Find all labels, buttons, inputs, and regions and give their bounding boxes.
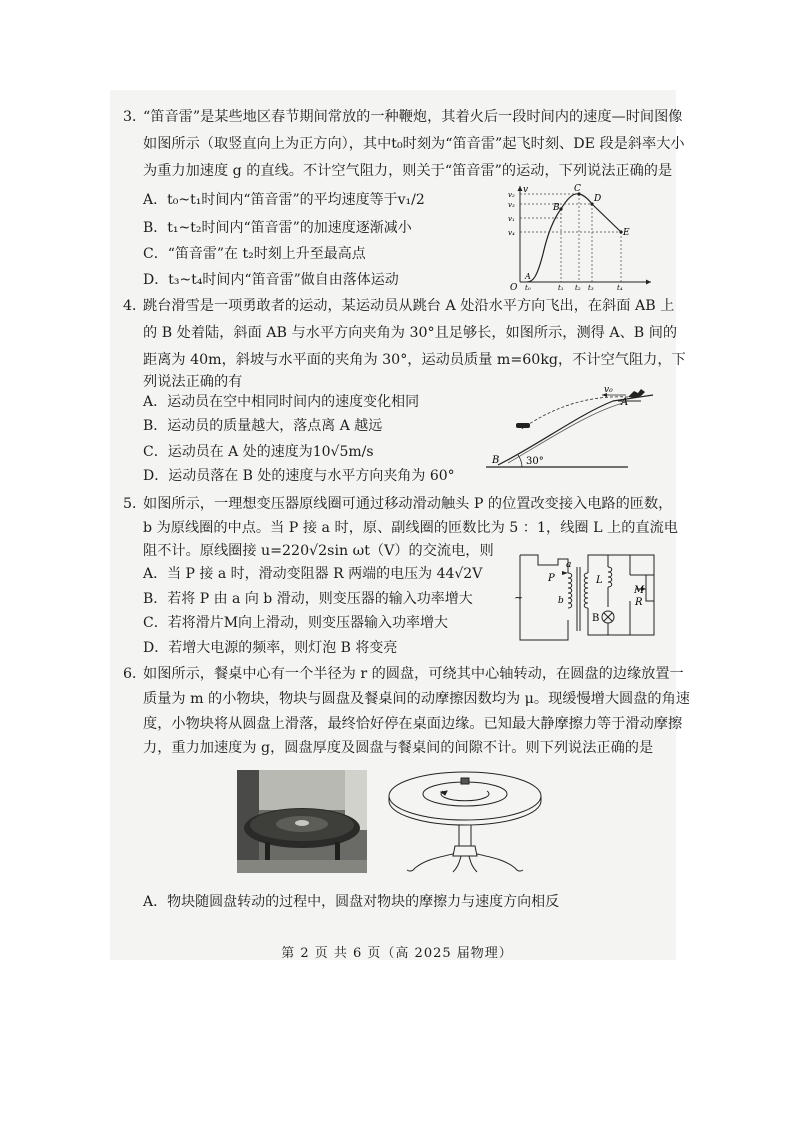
q4-number: 4． [123,298,147,314]
q4-ski-jump-figure [478,385,663,477]
q3-point-d: D [594,194,602,204]
q3-vt-graph [505,182,655,290]
q4-option-c[interactable]: C．运动员在 A 处的速度为10√5m/s [143,444,374,460]
q6-option-a[interactable]: A．物块随圆盘转动的过程中，圆盘对物块的摩擦力与速度方向相反 [143,894,560,910]
q4-angle-label: 30° [526,456,544,467]
q3-tick-t0: t₀ [525,284,531,290]
q6-line-2: 质量为 m 的小物块，物块与圆盘及餐桌间的动摩擦因数均为 μ。现缓慢增大圆盘的角速 [143,691,690,707]
q5-number: 5． [123,496,147,512]
q6-line-4: 力，重力加速度为 g，圆盘厚度及圆盘与餐桌间的间隙不计。则下列说法正确的是 [143,740,654,756]
q4-line-2: 的 B 处着陆，斜面 AB 与水平方向夹角为 30°且足够长，如图所示，测得 A、B 间的 [143,325,678,341]
q4-line-1: 4．跳台滑雪是一项勇敢者的运动，某运动员从跳台 A 处沿水平方向飞出，在斜面 AB 上 [123,295,674,317]
q3-line-1: 3．“笛音雷”是某些地区春节期间常放的一种鞭炮，其着火后一段时间内的速度—时间图像 [123,106,682,128]
q5-transformer-circuit [508,545,658,645]
q3-tick-t2: t₂ [575,284,581,290]
page-footer: 第 2 页 共 6 页（高 2025 届物理） [281,946,513,961]
q5-line-3: 阻不计。原线圈接 u=220√2sin ωt（V）的交流电，则 [143,543,494,559]
q3-point-e: E [623,228,630,238]
q5-label-m: M [634,585,645,596]
q3-option-c[interactable]: C．“笛音雷”在 t₂时刻上升至最高点 [143,246,366,262]
q4-option-b[interactable]: B．运动员的质量越大，落点离 A 越远 [143,418,383,434]
q3-tick-v1: v₁ [508,215,515,223]
q3-point-a: A [525,272,531,281]
q5-label-r: R [635,597,643,608]
q5-label-a: a [566,560,572,570]
q5-label-l: L [596,575,603,586]
q3-number: 3． [123,109,147,125]
q5-option-d[interactable]: D．若增大电源的频率，则灯泡 B 将变亮 [143,640,398,656]
q3-axis-v-label: v [523,185,529,195]
q4-option-d[interactable]: D．运动员落在 B 处的速度与水平方向夹角为 60° [143,468,455,484]
q3-option-b[interactable]: B．t₁~t₂时间内“笛音雷”的加速度逐渐减小 [143,220,412,236]
q4-option-a[interactable]: A．运动员在空中相同时间内的速度变化相同 [143,394,420,410]
q3-tick-t1: t₁ [558,284,564,290]
q4-point-b: B [492,455,500,466]
q6-line-1: 6．如图所示，餐桌中心有一个半径为 r 的圆盘，可绕其中心轴转动，在圆盘的边缘放置一 [123,663,684,685]
q3-line-2: 如图所示（取竖直向上为正方向），其中t₀时刻为“笛音雷”起飞时刻、DE 段是斜率大小 [143,136,685,152]
q5-option-a[interactable]: A．当 P 接 a 时，滑动变阻器 R 两端的电压为 44√2V [143,566,483,582]
q5-option-b[interactable]: B．若将 P 由 a 向 b 滑动，则变压器的输入功率增大 [143,591,473,607]
q3-tick-v2: v₂ [508,191,515,199]
q5-label-b: b [558,596,564,606]
q4-point-a: A [621,397,629,408]
q3-line-3: 为重力加速度 g 的直线。不计空气阻力，则关于“笛音雷”的运动，下列说法正确的是 [143,163,673,179]
q6-table-diagram [385,768,545,878]
q3-point-c: C [574,184,581,194]
q6-line-3: 度，小物块将从圆盘上滑落，最终恰好停在桌面边缘。已知最大静摩擦力等于滑动摩擦 [143,716,683,732]
q3-tick-t4: t₄ [617,284,623,290]
q5-option-c[interactable]: C．若将滑片M向上滑动，则变压器输入功率增大 [143,615,449,631]
q3-option-d[interactable]: D．t₃~t₄时间内“笛音雷”做自由落体运动 [143,272,399,288]
q6-number: 6． [123,666,147,682]
q5-label-p: P [548,573,555,584]
q4-v0-label: v₀ [604,385,613,395]
q5-line-2: b 为原线圈的中点。当 P 接 a 时，原、副线圈的匝数比为 5 ：1，线圈 L 上的直流电 [143,520,678,536]
q3-tick-v4: v₄ [508,229,515,237]
q6-table-photo [237,770,367,873]
q5-label-lamp-b: B [592,613,600,624]
q3-point-b: B [553,203,560,213]
q5-line-1: 5．如图所示，一理想变压器原线圈可通过移动滑动触头 P 的位置改变接入电路的匝数， [123,493,672,515]
q3-tick-t3: t₃ [588,284,594,290]
q3-option-a[interactable]: A．t₀~t₁时间内“笛音雷”的平均速度等于v₁/2 [143,192,425,208]
q3-tick-v3: v₃ [508,201,515,209]
q5-source-symbol: ~ [514,591,524,604]
q3-origin-label: O [510,283,518,290]
q4-line-4: 列说法正确的有 [143,374,243,390]
q4-line-3: 距离为 40m，斜坡与水平面的夹角为 30°，运动员质量 m=60kg，不计空气阻力，下 [143,352,686,368]
